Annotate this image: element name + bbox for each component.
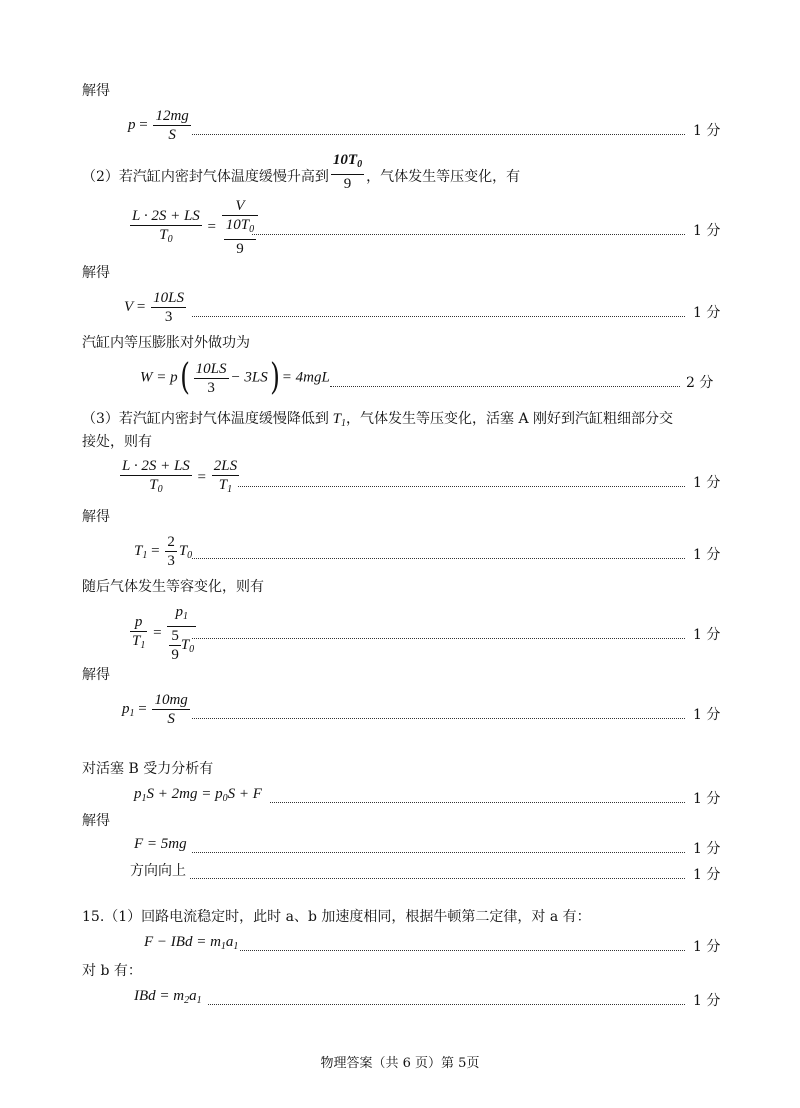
score-label: 1 分 [693, 867, 721, 883]
dot-leader [270, 802, 685, 803]
score-label: 1 分 [693, 939, 721, 955]
score-label: 1 分 [693, 707, 721, 723]
score-label: 1 分 [693, 993, 721, 1009]
text-jiede-1: 解得 [82, 83, 110, 99]
text-direction: 方向向上 [130, 863, 186, 879]
equation-isobaric-1: $\frac{L \cdot 2S + LS}{T_0}$ = $\frac{V}{\frac{10T_0}{9}}$ [128, 198, 260, 257]
score-label: 1 分 [693, 123, 721, 139]
text-jiede-3: 解得 [82, 509, 110, 525]
score-label: 1 分 [693, 841, 721, 857]
text-part-2-intro: （2）若汽缸内密封气体温度缓慢升高到 $\frac{10T_0}{9}$ ，气体发生等压变化，有 [82, 152, 521, 192]
text-part-3-cont: 接处，则有 [82, 434, 152, 450]
dot-leader [238, 486, 685, 487]
dot-leader [190, 878, 685, 879]
text-part-3-intro: （3）若汽缸内密封气体温度缓慢降低到 $T_1$，气体发生等压变化，活塞 A 刚好到汽缸粗细部分交 [82, 411, 674, 429]
dot-leader [192, 316, 685, 317]
score-label: 1 分 [693, 547, 721, 563]
equation-isobaric-2: $\frac{L \cdot 2S + LS}{T_0}$ = $\frac{2LS}{T_1}$ [122, 458, 238, 495]
dot-leader [192, 558, 685, 559]
dot-leader [252, 234, 685, 235]
text-work: 汽缸内等压膨胀对外做功为 [82, 335, 250, 351]
equation-v: V = $\frac{10LS}{3}$ [124, 290, 184, 325]
dot-leader [208, 1004, 685, 1005]
equation-work: W = p( $\frac{10LS}{3}$ − 3LS) = 4mgL [140, 357, 330, 398]
equation-isochoric: $\frac{p}{T_1}$ = $p_1$ $\frac{5}{9}$ $T_0$ [132, 604, 195, 663]
text-jiede-5: 解得 [82, 813, 110, 829]
text-for-b: 对 b 有： [82, 963, 142, 979]
score-label: 1 分 [693, 305, 721, 321]
score-label: 1 分 [693, 475, 721, 491]
dot-leader [192, 134, 685, 135]
equation-p: p = $\frac{12mg}{S}$ [128, 108, 189, 143]
dot-leader [240, 950, 685, 951]
equation-b: IBd = $m_2a_1$ [134, 988, 202, 1006]
equation-a: F − IBd = $m_1a_1$ [144, 934, 239, 952]
score-label: 2 分 [686, 375, 714, 391]
equation-t1: $T_1$ = $\frac{2}{3}$ $T_0$ [134, 534, 193, 569]
score-label: 1 分 [693, 627, 721, 643]
score-label: 1 分 [693, 223, 721, 239]
dot-leader [192, 638, 685, 639]
text-piston-b: 对活塞 B 受力分析有 [82, 761, 214, 777]
text-q15-intro: 15.（1）回路电流稳定时，此时 a、b 加速度相同，根据牛顿第二定律，对 a 有： [82, 909, 591, 925]
score-label: 1 分 [693, 791, 721, 807]
equation-force-balance: $p_1S + 2mg = p_0S + F$ [134, 786, 262, 804]
dot-leader [192, 718, 685, 719]
text-jiede-2: 解得 [82, 265, 110, 281]
page-footer: 物理答案（共 6 页）第 5页 [320, 1056, 480, 1071]
text-isochoric: 随后气体发生等容变化，则有 [82, 579, 264, 595]
equation-p1: $p_1$ = $\frac{10mg}{S}$ [122, 692, 188, 727]
dot-leader [330, 386, 680, 387]
dot-leader [192, 852, 685, 853]
text-jiede-4: 解得 [82, 667, 110, 683]
equation-f: F = 5mg [134, 836, 187, 852]
